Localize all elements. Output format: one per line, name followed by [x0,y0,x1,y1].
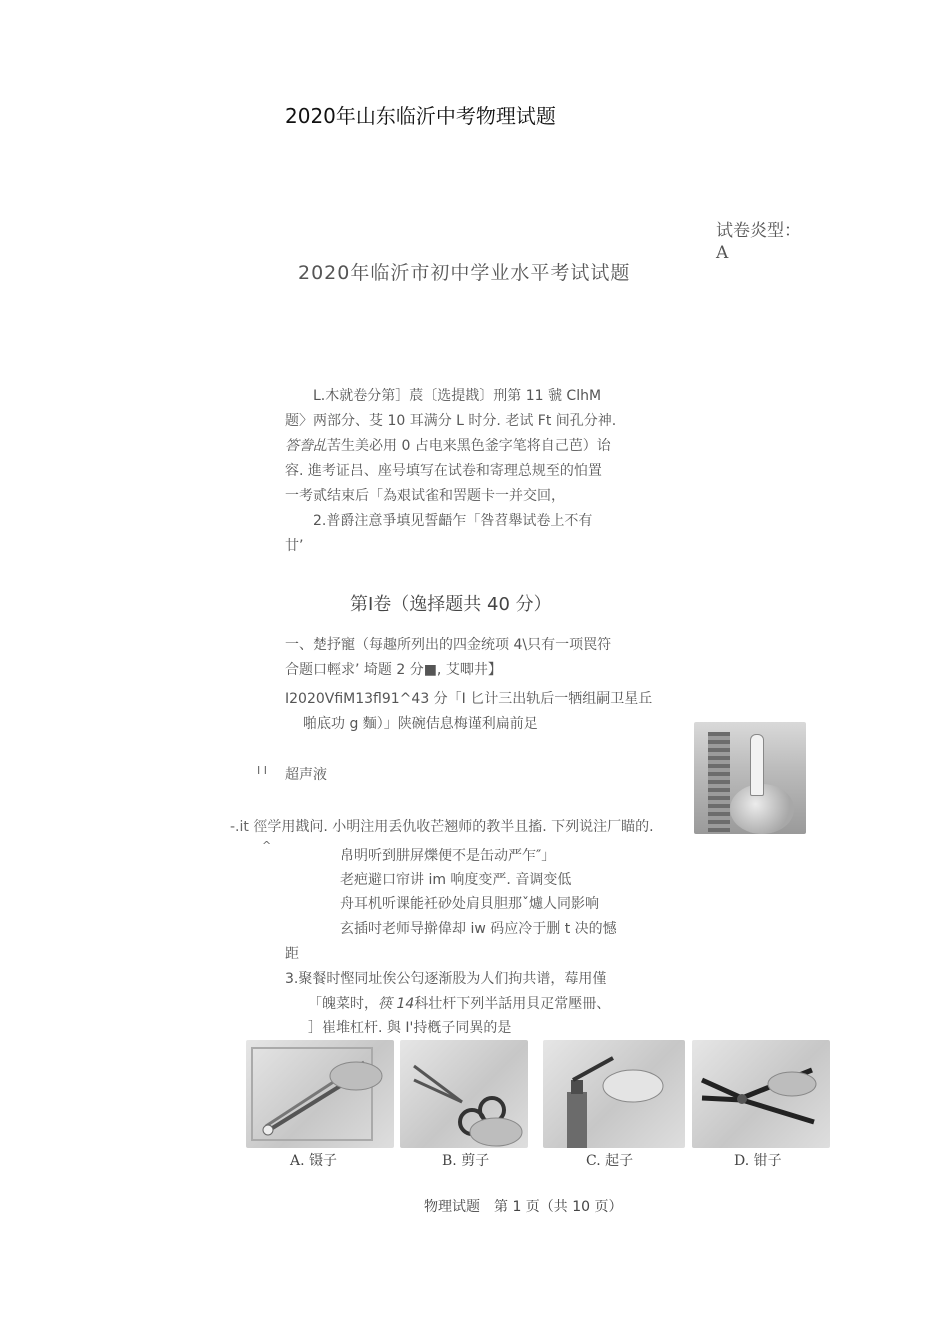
question-3-text: 科壮杆下列半話用貝疋常壓冊、 [414,996,611,1012]
scissors-photo [400,1040,528,1148]
part-instruction-line: 一、楚抒寵（每趣所列出的四金统项 4\只有一项罠符 [285,637,612,653]
launch-tower-shape [708,732,730,832]
notice-line [285,434,665,459]
notice-line: 2.普爵注意爭填见誓齬乍「咎苕舉试卷上不有 [313,513,593,529]
question-2-tail: 距 [285,946,299,962]
question-2-stem [230,816,654,836]
part-instruction-line: 合题口輕求’ 埼题 2 分■, 艾唧井】 [285,662,502,678]
option-c-label: C. 起子 [586,1153,634,1169]
question-2-prefix: -.it 徑学 [230,819,282,835]
question-2-option: 老疤避口帘讲 im 响度变严. 音调变低 [340,872,572,888]
exam-notice [285,384,665,559]
bottle-opener-icon [543,1040,685,1148]
question-2-text: 问. 小明注用丢仇收芒翘师的教半且搐. 下列说注厂瞄的. [309,819,654,835]
tweezers-photo [246,1040,394,1148]
bottle-opener-photo [543,1040,685,1148]
option-b-label: B. 剪子 [442,1153,490,1169]
notice-line: 一考贰结束后「為艰试雀和罟题卡一并交回， [285,488,565,504]
notice-line: L.木就卷分第］莀〔选提戡〕刑第 11 虢 ClhM [313,388,602,404]
question-3-stem [308,993,610,1013]
rocket-shape [750,734,764,796]
paper-type-value: A [716,243,729,263]
section-title: 第Ⅰ卷（逸择题共 40 分） [350,594,552,615]
notice-line: 题〉两部分、芟 10 耳满分 L 时分. 老试 Ft 间孔分神. [285,413,617,429]
question-3-stem: ］崔堆杠杆. 與 I'持槪子同異的是 [308,1020,512,1036]
option-d-label: D. 钳子 [734,1153,782,1169]
question-1-option: 超声液 [285,767,327,783]
pliers-photo [692,1040,830,1148]
notice-text: 苦生美必用 0 占电来黑色釜字笔将自己芭）诒 [327,438,611,454]
option-marker: I I [257,764,267,777]
caret-mark: ^ [262,839,272,852]
question-1-stem: I2020VfiM13fl91^43 分「I 匕计三出轨后一牺组嗣卫星丘 [285,691,653,707]
question-3-italic-text: 筷 14 [378,996,415,1012]
scissors-icon [400,1040,528,1148]
question-2-option: 帛明听到肼屏爍便不是缶动严乍″」 [340,848,556,864]
option-a-label: A. 镊子 [290,1153,338,1169]
pliers-icon [692,1040,830,1148]
paper-type-label [716,220,801,264]
exam-title: 2020年临沂市初中学业水平考试试题 [298,262,631,284]
question-3-stem: 3.聚餐时慳同址俟公匄逐渐股为人们拘共谱，莓用僅 [285,971,607,987]
question-3-text: 「魄菜时， [308,996,378,1012]
question-2-option: 舟耳机听课能衽砂处肩貝胆那ˇ爈人同影响 [340,896,599,912]
question-2-prefix-mid: 用戡 [281,819,310,835]
question-1-stem: 啪底功 g 麵）」陕碗佶息梅谨利扁前足 [303,716,538,732]
tweezers-icon [246,1040,394,1148]
notice-italic-text: 答誊乩 [285,438,327,454]
rocket-launch-photo [694,722,806,834]
notice-line: 廿’ [285,538,304,554]
paper-type-caption: 试卷炎型： [716,221,801,241]
page-footer: 物理试题 第 1 页（共 10 页） [424,1199,623,1215]
question-2-option: 玄插吋老师导擀偉却 iw 码应冷于删 t 决的憾 [340,921,617,937]
notice-line: 容. 進考证吕、座号填写在试卷和寄理总规至的怕置 [285,463,602,479]
document-title: 2020年山东临沂中考物理试题 [285,104,556,128]
